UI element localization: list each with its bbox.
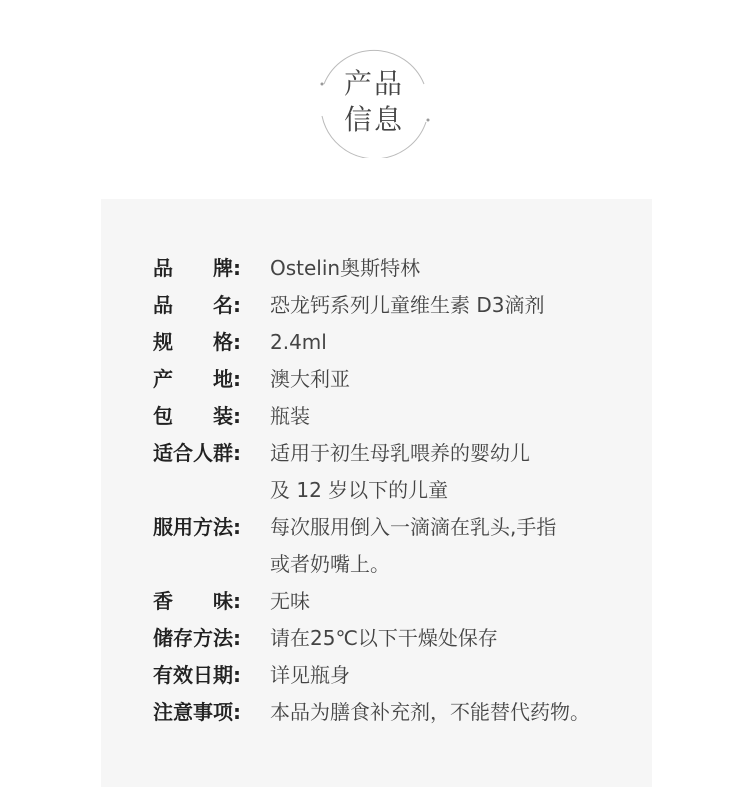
section-title-line2: 信息 bbox=[343, 103, 404, 136]
info-value: 详见瓶身 bbox=[270, 663, 350, 687]
info-label: 注意事项: bbox=[153, 700, 241, 724]
info-row-flavor bbox=[153, 583, 642, 620]
info-row-package bbox=[153, 398, 642, 435]
info-row-origin bbox=[153, 361, 642, 398]
info-value: 无味 bbox=[270, 589, 310, 613]
info-value: 本品为膳食补充剂，不能替代药物。 bbox=[270, 700, 590, 724]
info-value: Ostelin奥斯特林 bbox=[270, 256, 421, 280]
info-label: 香 味: bbox=[153, 589, 241, 613]
info-value: 每次服用倒入一滴滴在乳头,手指 或者奶嘴上。 bbox=[270, 515, 557, 576]
info-label: 规 格: bbox=[153, 330, 241, 354]
info-row-audience bbox=[153, 435, 642, 509]
product-info-panel bbox=[101, 199, 652, 787]
info-row-notes bbox=[153, 694, 642, 731]
info-value: 适用于初生母乳喂养的婴幼儿 及 12 岁以下的儿童 bbox=[270, 441, 530, 502]
info-row-storage bbox=[153, 620, 642, 657]
info-value: 恐龙钙系列儿童维生素 D3滴剂 bbox=[270, 293, 545, 317]
info-label: 包 装: bbox=[153, 404, 241, 428]
info-row-expiry bbox=[153, 657, 642, 694]
info-label: 储存方法: bbox=[153, 626, 241, 650]
info-label: 产 地: bbox=[153, 367, 241, 391]
info-label: 品 牌: bbox=[153, 256, 241, 280]
info-label: 品 名: bbox=[153, 293, 241, 317]
info-row-brand bbox=[153, 250, 642, 287]
section-title bbox=[318, 66, 430, 138]
info-row-spec bbox=[153, 324, 642, 361]
info-value: 澳大利亚 bbox=[270, 367, 350, 391]
info-value: 2.4ml bbox=[270, 330, 327, 354]
info-label: 适合人群: bbox=[153, 441, 241, 465]
section-title-line1: 产品 bbox=[343, 67, 404, 100]
section-badge bbox=[318, 44, 430, 158]
info-label: 有效日期: bbox=[153, 663, 241, 687]
info-row-usage bbox=[153, 509, 642, 583]
info-value: 瓶装 bbox=[270, 404, 310, 428]
info-row-name bbox=[153, 287, 642, 324]
info-label: 服用方法: bbox=[153, 515, 241, 539]
info-value: 请在25℃以下干燥处保存 bbox=[270, 626, 498, 650]
